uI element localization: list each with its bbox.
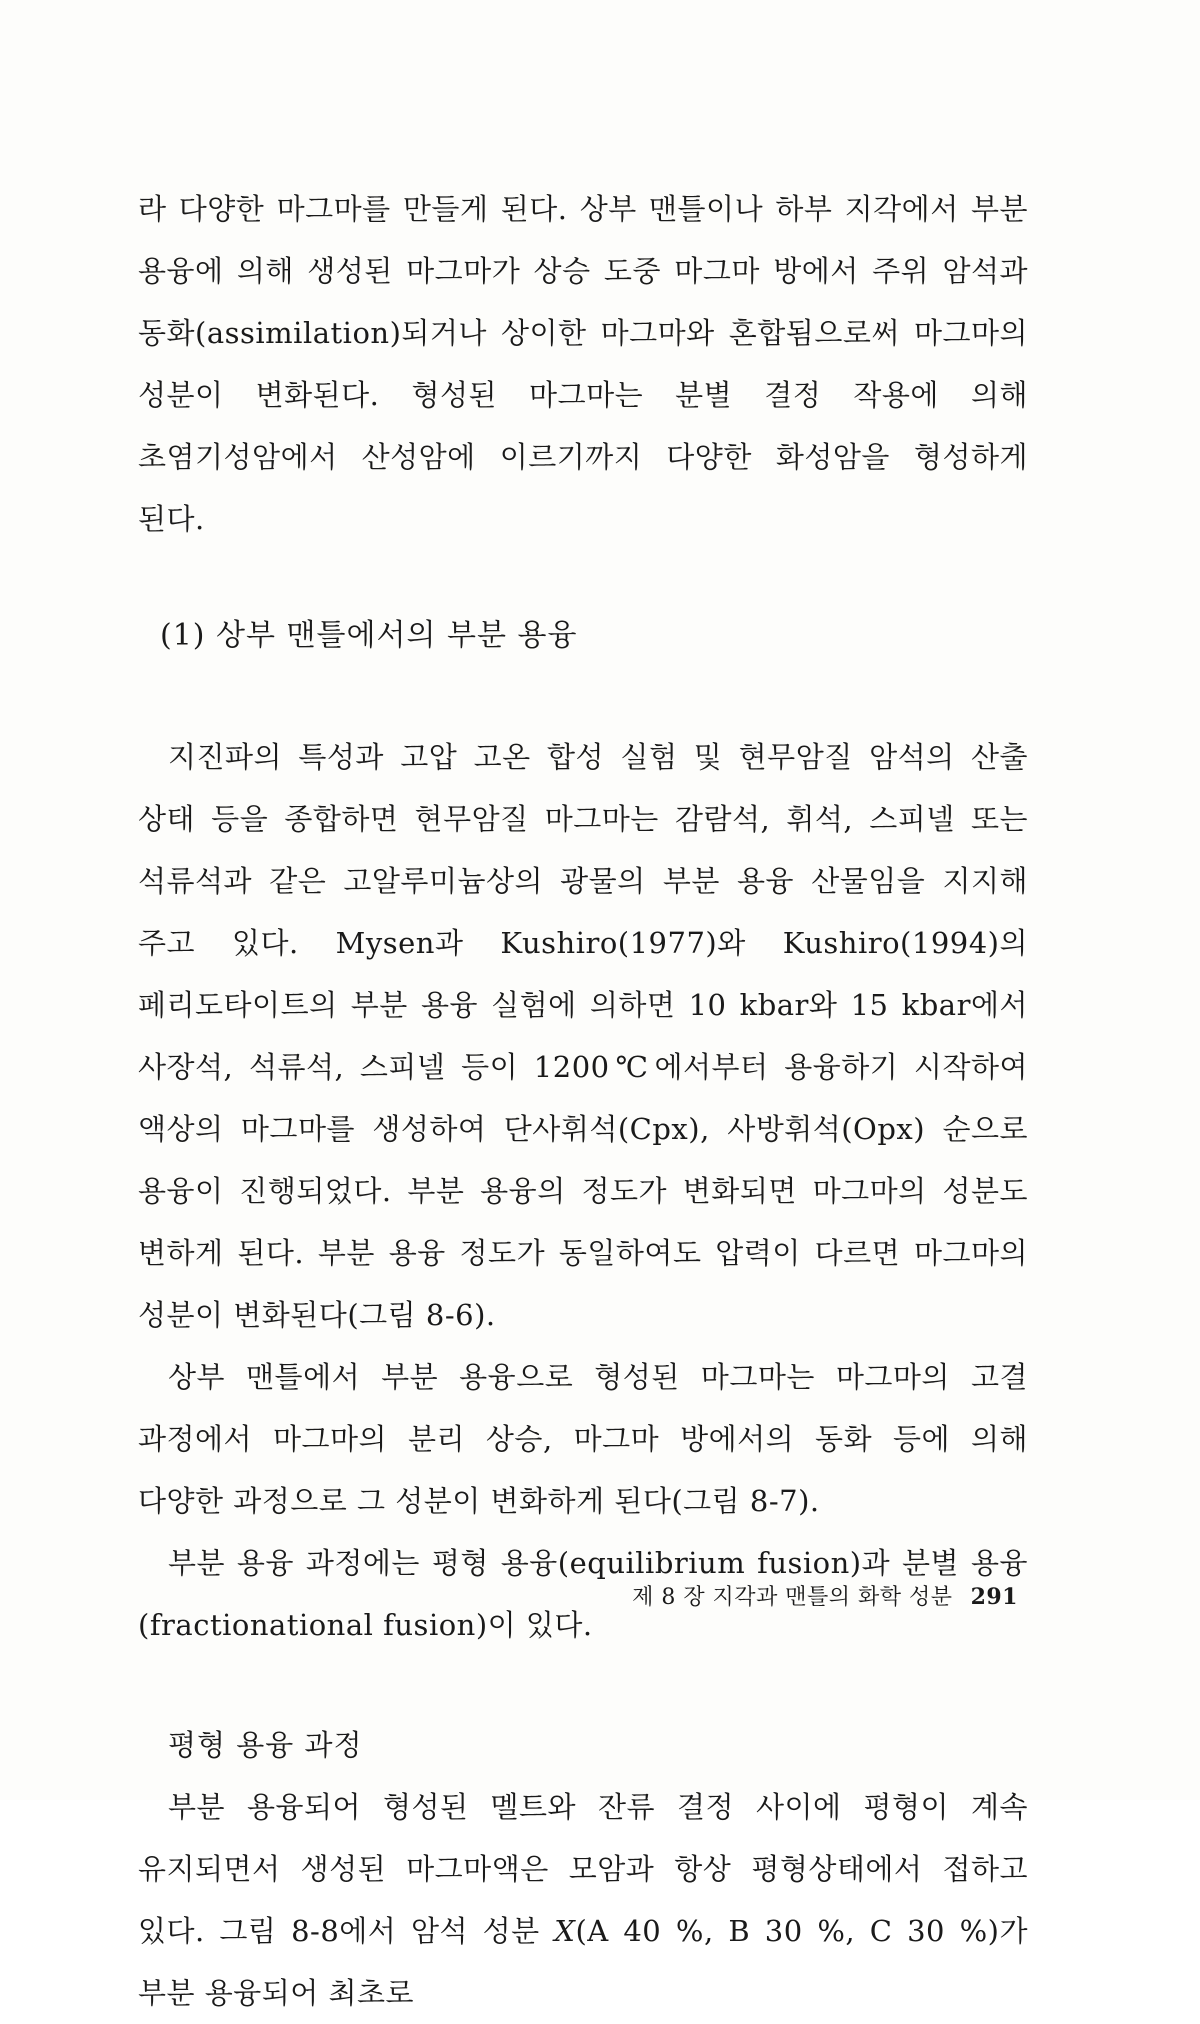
section-heading: (1) 상부 맨틀에서의 부분 용융 xyxy=(160,618,578,653)
running-footer-chapter: 제 8 장 지각과 맨틀의 화학 성분 xyxy=(632,1585,953,1610)
paragraph-text-part: (A 40 %, B 30 %, C 30 %)가 부분 용융되어 최초로 xyxy=(138,1914,1029,2010)
paragraph-equilibrium-fusion xyxy=(138,1776,1028,2024)
paragraph-fusion-types: 부분 용융 과정에는 평형 용융(equilibrium fusion)과 분별 용융(fractionational fusion)이 있다. xyxy=(138,1546,1028,1642)
page-footer xyxy=(632,1582,1018,1613)
paragraph-partial-melting-experiments: 지진파의 특성과 고압 고온 합성 실험 및 현무암질 암석의 산출 상태 등을 종합하면 현무암질 마그마는 감람석, 휘석, 스피넬 또는 석류석과 같은 고알루미늄상의 광물의 부분 용융 산물임을 지지해 주고 있다. Mysen과 Kushiro(1977)와 Kushiro(1994)의 페리도타이트의 부분 용융 실험에 의하면 10 kbar와 15 kbar에서 사장석, 석류석, 스피넬 등이 1200℃에서부터 용융하기 시작하여 액상의 마그마를 생성하여 단사휘석(Cpx), 사방휘석(Opx) 순으로 용융이 진행되었다. 부분 용융의 정도가 변화되면 마그마의 성분도 변하게 된다. 부분 용융 정도가 동일하여도 압력이 다르면 마그마의 성분이 변화된다(그림 8-6). xyxy=(138,740,1028,1332)
paragraph-magma-evolution: 상부 맨틀에서 부분 용융으로 형성된 마그마는 마그마의 고결 과정에서 마그마의 분리 상승, 마그마 방에서의 동화 등에 의해 다양한 과정으로 그 성분이 변화하게 된다(그림 8-7). xyxy=(138,1360,1028,1518)
sub-heading-equilibrium-fusion: 평형 용융 과정 xyxy=(168,1728,363,1762)
page-number: 291 xyxy=(970,1584,1018,1610)
page-body xyxy=(138,178,1028,2024)
paragraph-magma-diversity: 라 다양한 마그마를 만들게 된다. 상부 맨틀이나 하부 지각에서 부분 용융에 의해 생성된 마그마가 상승 도중 마그마 방에서 주위 암석과 동화(assimilation)되거나 상이한 마그마와 혼합됨으로써 마그마의 성분이 변화된다. 형성된 마그마는 분별 결정 작용에 의해 초염기성암에서 산성암에 이르기까지 다양한 화성암을 형성하게 된다. xyxy=(138,192,1028,536)
paragraph-text-part: 부분 용융되어 형성된 멜트와 잔류 결정 사이에 평형이 계속 유지되면서 생성된 마그마액은 모암과 항상 평형상태에서 접하고 있다. 그림 8-8에서 암석 성분 xyxy=(138,1790,1028,1948)
variable-x: X xyxy=(554,1914,576,1948)
